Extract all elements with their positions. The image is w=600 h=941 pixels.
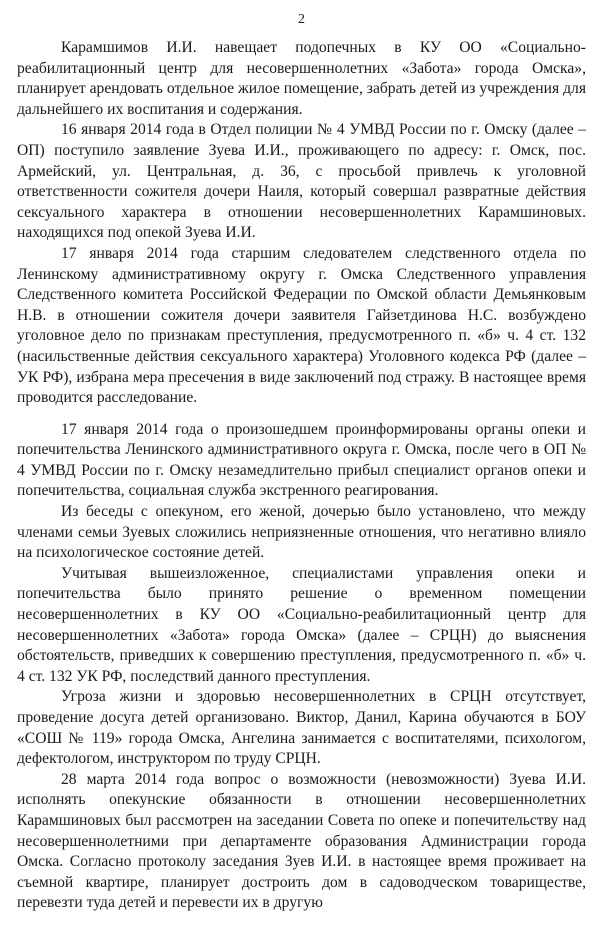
paragraph-guardian-visits: Карамшимов И.И. навещает подопечных в КУ ОО «Социально-реабилитационный центр для несовершеннолетних «Забота» города Омска», планирует арендовать отдельное жилое помещение, забрать детей из учреждения для дальнейшего их воспитания и содержания. <box>17 39 586 118</box>
document-body <box>17 38 586 914</box>
paragraph-temporary-placement: Учитывая вышеизложенное, специалистами управления опеки и попечительства было принято решение о временном помещении несовершеннолетних в КУ ОО «Социально-реабилитационный центр для несовершеннолетних «Забота» города Омска» (далее – СРЦН) до выяснения обстоятельств, приведших к совершению преступления, предусмотренного п. «б» ч. 4 ст. 132 УК РФ, последствий данного преступления. <box>17 564 586 685</box>
page-number: 2 <box>298 12 305 27</box>
paragraph-police-report: 16 января 2014 года в Отдел полиции № 4 УМВД России по г. Омску (далее – ОП) поступило заявление Зуева И.И., проживающего по адресу: г. Омск, пос. Армейский, ул. Центральная, д. 36, с просьбой привлечь к уголовной ответственности сожителя дочери Наиля, который совершал развратные действия сексуального характера в отношении несовершеннолетних Карамшиновых. находящихся под опекой Зуева И.И. <box>17 121 586 242</box>
paragraph-council-meeting: 28 марта 2014 года вопрос о возможности (невозможности) Зуева И.И. исполнять опекунские обязанности в отношении несовершеннолетних Карамшиновых был рассмотрен на заседании Совета по опеке и попечительству над несовершеннолетними при департаменте образования Администрации города Омска. Согласно протоколу заседания Зуев И.И. в настоящее время проживает на съемной квартире, планирует достроить дом в садоводческом товариществе, перевезти туда детей и перевести их в другую <box>17 770 586 912</box>
paragraph-criminal-case: 17 января 2014 года старшим следователем следственного отдела по Ленинскому административному округу г. Омска Следственного управления Следственного комитета Российской Федерации по Омской области Демьянковым Н.В. в отношении сожителя дочери заявителя Гайзетдинова Н.С. возбуждено уголовное дело по признакам преступления, предусмотренного п. «б» ч. 4 ст. 132 (насильственные действия сексуального характера) Уголовного кодекса РФ (далее – УК РФ), избрана мера пресечения в виде заключений под стражу. В настоящее время проводится расследование. <box>17 244 586 407</box>
paragraph-children-safety: Угроза жизни и здоровью несовершеннолетних в СРЦН отсутствует, проведение досуга детей организовано. Виктор, Данил, Карина обучаются в БОУ «СОШ № 119» города Омска, Ангелина занимается с воспитателями, психологом, дефектологом, инструктором по труду СРЦН. <box>17 688 586 768</box>
paragraph-family-conversation: Из беседы с опекуном, его женой, дочерью было установлено, что между членами семьи Зуевых сложились неприязненные отношения, что негативно влияло на психологическое состояние детей. <box>17 503 586 562</box>
paragraph-guardianship-informed: 17 января 2014 года о произошедшем проинформированы органы опеки и попечительства Ленинского административного округа г. Омска, после чего в ОП № 4 УМВД России по г. Омску незамедлительно прибыл специалист органов опеки и попечительства, социальная служба экстренного реагирования. <box>17 420 586 500</box>
